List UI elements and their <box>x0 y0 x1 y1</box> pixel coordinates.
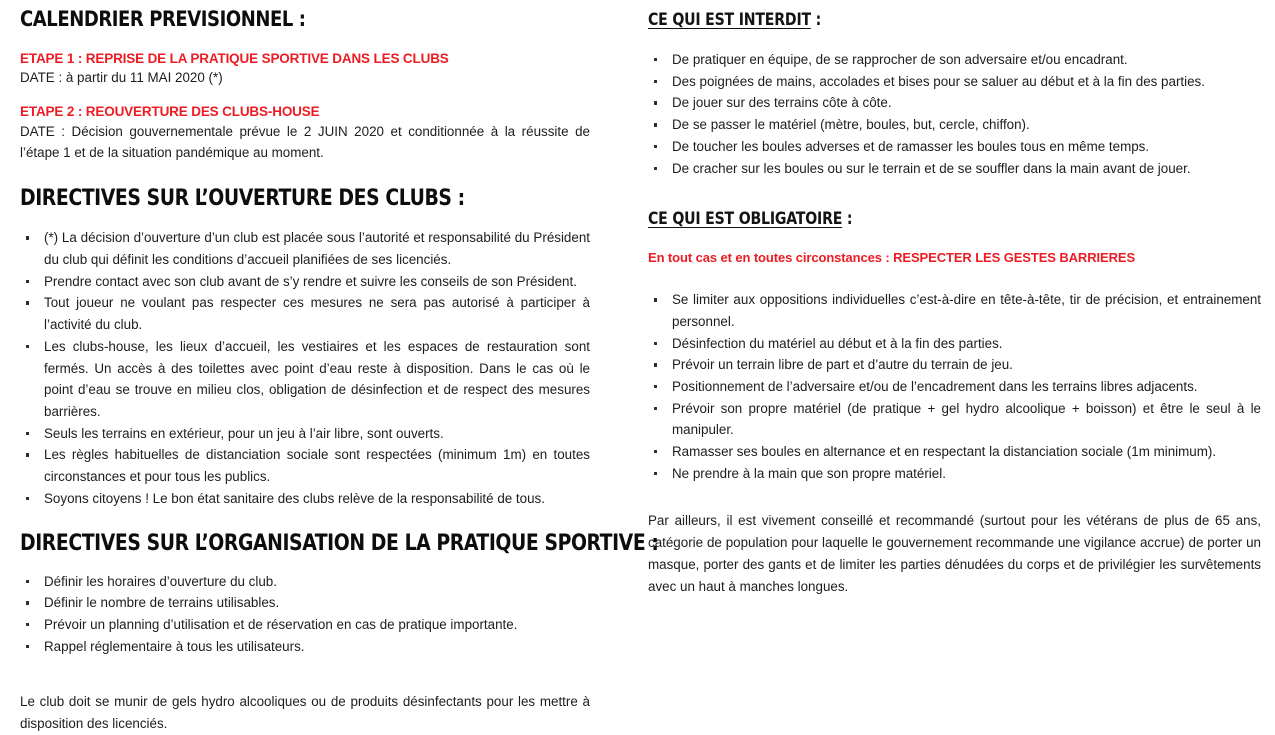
list-item: Tout joueur ne voulant pas respecter ces mesures ne sera pas autorisé à participer à l’activité du club. <box>20 292 590 335</box>
list-item: De cracher sur les boules ou sur le terrain et de se souffler dans la main avant de jouer. <box>648 158 1261 180</box>
interdit-list <box>648 49 1261 179</box>
list-item: Des poignées de mains, accolades et bises pour se saluer au début et à la fin des parties. <box>648 71 1261 93</box>
list-item: (*) La décision d’ouverture d’un club est placée sous l’autorité et responsabilité du Président du club qui définit les conditions d’accueil planifiées de ses licenciés. <box>20 227 590 270</box>
list-item: De pratiquer en équipe, de se rapprocher de son adversaire et/ou encadrant. <box>648 49 1261 71</box>
list-item: De toucher les boules adverses et de ramasser les boules tous en même temps. <box>648 136 1261 158</box>
interdit-heading <box>648 10 1230 29</box>
directives-organisation-list <box>20 571 590 658</box>
list-item: Les règles habituelles de distanciation sociale sont respectées (minimum 1m) en toutes circonstances et pour tous les publics. <box>20 444 590 487</box>
directives-ouverture-heading: DIRECTIVES SUR L’OUVERTURE DES CLUBS : <box>20 185 465 212</box>
list-item: Prévoir un terrain libre de part et d’autre du terrain de jeu. <box>648 354 1261 376</box>
list-item: De jouer sur des terrains côte à côte. <box>648 92 1261 114</box>
directives-ouverture-list <box>20 227 590 509</box>
etape2-date: DATE : Décision gouvernementale prévue le 2 JUIN 2020 et conditionnée à la réussite de l’étape 1 et de la situation pandémique au moment. <box>20 123 590 161</box>
list-item: Soyons citoyens ! Le bon état sanitaire des clubs relève de la responsabilité de tous. <box>20 488 590 510</box>
etape2-title: ETAPE 2 : REOUVERTURE DES CLUBS-HOUSE <box>20 103 320 119</box>
obligatoire-heading <box>648 209 1230 228</box>
list-item: Désinfection du matériel au début et à la fin des parties. <box>648 333 1261 355</box>
gestes-barrieres-line: En tout cas et en toutes circonstances : RESPECTER LES GESTES BARRIERES <box>648 250 1136 266</box>
list-item: Ne prendre à la main que son propre matériel. <box>648 463 1261 485</box>
right-final-paragraph: Par ailleurs, il est vivement conseillé et recommandé (surtout pour les vétérans de plus de 65 ans, catégorie de population pour laquelle le gouvernement recommande une vigilance accrue) de porter un masque, porter des gants et de limiter les parties dénudées du corps et de privilégier les survêtements avec un haut à manches longues. <box>648 513 1261 594</box>
list-item: Se limiter aux oppositions individuelles c’est-à-dire en tête-à-tête, tir de précision, et entrainement personnel. <box>648 289 1261 332</box>
list-item: Rappel réglementaire à tous les utilisateurs. <box>20 636 590 658</box>
list-item: Ramasser ses boules en alternance et en respectant la distanciation sociale (1m minimum). <box>648 441 1261 463</box>
list-item: Prévoir son propre matériel (de pratique + gel hydro alcoolique + boisson) et être le seul à le manipuler. <box>648 398 1261 441</box>
list-item: Définir les horaires d’ouverture du club. <box>20 571 590 593</box>
obligatoire-heading-colon: : <box>842 209 853 229</box>
list-item: De se passer le matériel (mètre, boules, but, cercle, chiffon). <box>648 114 1261 136</box>
obligatoire-heading-text: CE QUI EST OBLIGATOIRE <box>648 209 843 229</box>
list-item: Seuls les terrains en extérieur, pour un jeu à l’air libre, sont ouverts. <box>20 423 590 445</box>
list-item: Prendre contact avec son club avant de s’y rendre et suivre les conseils de son Président. <box>20 271 590 293</box>
etape1-date: DATE : à partir du 11 MAI 2020 (*) <box>20 69 223 85</box>
list-item: Les clubs-house, les lieux d’accueil, les vestiaires et les espaces de restauration sont fermés. Un accès à des toilettes avec point d’eau reste à disposition. Dans le cas où le point d’eau se trouve en milieu clos, obligation de désinfection et de respect des mesures barrières. <box>20 336 590 423</box>
directives-organisation-heading: DIRECTIVES SUR L’ORGANISATION DE LA PRATIQUE SPORTIVE : <box>20 530 659 557</box>
interdit-heading-text: CE QUI EST INTERDIT <box>648 10 811 29</box>
etape1-title: ETAPE 1 : REPRISE DE LA PRATIQUE SPORTIVE DANS LES CLUBS <box>20 51 449 67</box>
interdit-heading-colon: : <box>810 10 822 29</box>
list-item: Prévoir un planning d’utilisation et de réservation en cas de pratique importante. <box>20 614 590 636</box>
right-column <box>640 0 1275 597</box>
obligatoire-list <box>648 289 1261 484</box>
list-item: Définir le nombre de terrains utilisables. <box>20 592 590 614</box>
list-item: Positionnement de l’adversaire et/ou de l’encadrement dans les terrains libres adjacents. <box>648 376 1261 398</box>
calendrier-heading: CALENDRIER PREVISIONNEL : <box>20 7 306 32</box>
left-closing-paragraph: Le club doit se munir de gels hydro alcooliques ou de produits désinfectants pour les mettre à disposition des licenciés. <box>20 694 590 732</box>
